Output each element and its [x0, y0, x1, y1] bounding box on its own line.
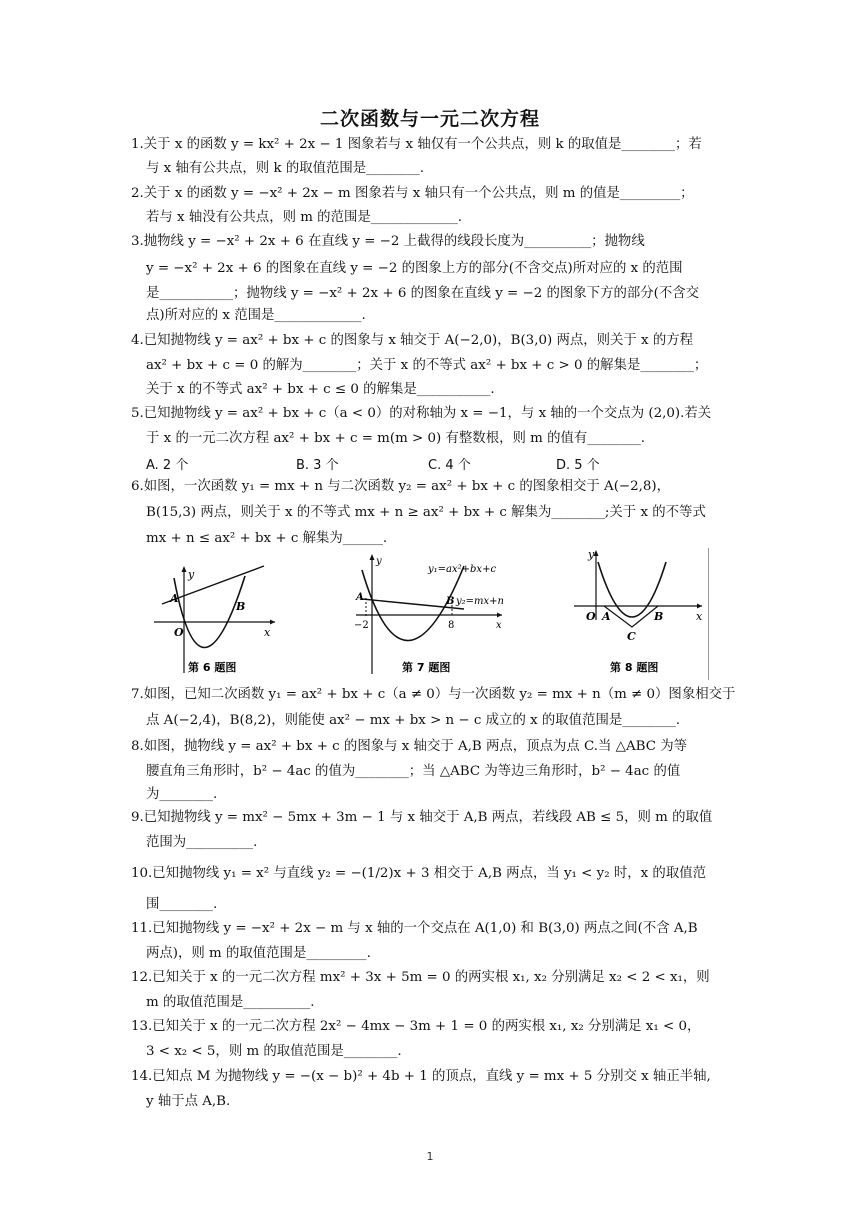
fig8-label-y: y [588, 548, 595, 561]
fig7-label-x: x [496, 620, 502, 631]
question-line: 围________. [146, 897, 218, 912]
fig8-label-c: C [627, 630, 636, 643]
question-line: 5.已知抛物线 y = ax² + bx + c（a < 0）的对称轴为 x = −1，与 x 轴的一个交点为 (2,0).若关 [131, 406, 712, 421]
question-line: 1.关于 x 的函数 y = kx² + 2x − 1 图象若与 x 轴仅有一个公共点，则 k 的取值是________；若 [131, 137, 702, 152]
q5-option-a: A. 2 个 [146, 458, 189, 473]
question-line: 4.已知抛物线 y = ax² + bx + c 的图象与 x 轴交于 A(−2,0)，B(3,0) 两点，则关于 x 的方程 [131, 333, 694, 348]
fig6-label-b: B [236, 600, 246, 613]
fig7-label-a: A [356, 592, 364, 603]
figure-7 [352, 548, 522, 678]
question-line: 3.抛物线 y = −x² + 2x + 6 在直线 y = −2 上截得的线段长度为__________；抛物线 [131, 234, 645, 249]
question-line: 范围为__________. [146, 835, 258, 850]
question-line: 10.已知抛物线 y₁ = x² 与直线 y₂ = −(1/2)x + 3 相交于 A,B 两点，当 y₁ < y₂ 时，x 的取值范 [131, 866, 706, 881]
q5-option-b: B. 3 个 [296, 458, 339, 473]
figure-border [708, 548, 709, 680]
fig7-caption: 第 7 题图 [402, 661, 451, 674]
fig8-label-a: A [602, 610, 611, 623]
fig8-label-b: B [654, 610, 664, 623]
question-line: 11.已知抛物线 y = −x² + 2x − m 与 x 轴的一个交点在 A(1,0) 和 B(3,0) 两点之间(不含 A,B [131, 921, 698, 936]
question-line: 13.已知关于 x 的一元二次方程 2x² − 4mx − 3m + 1 = 0 的两实根 x₁, x₂ 分别满足 x₁ < 0， [131, 1019, 701, 1034]
question-line: y 轴于点 A,B. [146, 1094, 231, 1109]
question-line: 为________. [146, 787, 218, 802]
fig7-label-neg2: −2 [354, 620, 369, 631]
q5-option-c: C. 4 个 [428, 458, 471, 473]
fig6-label-x: x [264, 626, 271, 639]
fig6-label-y: y [188, 568, 195, 581]
fig6-caption: 第 6 题图 [188, 661, 237, 674]
page-number: 1 [426, 1150, 434, 1163]
question-line: 点 A(−2,4)，B(8,2)，则能使 ax² − mx + bx > n − c 成立的 x 的取值范围是________. [146, 713, 681, 728]
question-line: 于 x 的一元二次方程 ax² + bx + c = m(m > 0) 有整数根，则 m 的值有________. [146, 431, 646, 446]
fig7-label-y: y [376, 556, 382, 567]
figure-row [140, 548, 710, 680]
question-line: 9.已知抛物线 y = mx² − 5mx + 3m − 1 与 x 轴交于 A,B 两点，若线段 AB ≤ 5，则 m 的取值 [131, 810, 713, 825]
fig8-label-x: x [696, 610, 703, 623]
question-line: 关于 x 的不等式 ax² + bx + c ≤ 0 的解集是___________. [146, 382, 495, 397]
figure-8 [570, 548, 708, 678]
question-line: ax² + bx + c = 0 的解为________；关于 x 的不等式 ax² + bx + c > 0 的解集是________； [146, 358, 708, 373]
question-line: B(15,3) 两点，则关于 x 的不等式 mx + n ≥ ax² + bx + c 解集为________;关于 x 的不等式 [146, 505, 706, 520]
question-line: 点)所对应的 x 范围是_____________. [146, 308, 366, 323]
fig8-caption: 第 8 题图 [610, 661, 659, 674]
fig7-label-y2: y₂=mx+n [456, 596, 504, 607]
question-line: 2.关于 x 的函数 y = −x² + 2x − m 图象若与 x 轴只有一个公共点，则 m 的值是_________； [131, 186, 694, 201]
question-line: 12.已知关于 x 的一元二次方程 mx² + 3x + 5m = 0 的两实根 x₁, x₂ 分别满足 x₂ < 2 < x₁，则 [131, 970, 710, 985]
question-line: 是___________；抛物线 y = −x² + 2x + 6 的图象在直线 y = −2 的图象下方的部分(不含交 [146, 286, 700, 301]
question-line: 7.如图，已知二次函数 y₁ = ax² + bx + c（a ≠ 0）与一次函数 y₂ = mx + n（m ≠ 0）图象相交于 [131, 687, 736, 702]
fig8-label-o: O [586, 610, 596, 623]
question-line: 两点)，则 m 的取值范围是_________. [146, 946, 371, 961]
fig6-label-o: O [174, 626, 184, 639]
question-line: 若与 x 轴没有公共点，则 m 的范围是_____________. [146, 210, 463, 225]
q5-option-d: D. 5 个 [556, 458, 600, 473]
fig7-label-8: 8 [448, 620, 455, 631]
fig6-label-a: A [170, 592, 179, 605]
page-title: 二次函数与一元二次方程 [319, 108, 540, 130]
question-line: 8.如图，抛物线 y = ax² + bx + c 的图象与 x 轴交于 A,B 两点，顶点为点 C.当 △ABC 为等 [131, 739, 688, 754]
question-line: mx + n ≤ ax² + bx + c 解集为______. [146, 531, 388, 546]
question-line: 14.已知点 M 为抛物线 y = −(x − b)² + 4b + 1 的顶点，直线 y = mx + 5 分别交 x 轴正半轴, [131, 1069, 711, 1084]
figure-6 [140, 548, 285, 678]
fig7-label-y1: y₁=ax²+bx+c [428, 564, 497, 575]
question-line: 腰直角三角形时，b² − 4ac 的值为________；当 △ABC 为等边三角形时，b² − 4ac 的值 [146, 764, 681, 779]
question-line: 与 x 轴有公共点，则 k 的取值范围是________. [146, 161, 424, 176]
question-line: 3 < x₂ < 5，则 m 的取值范围是________. [146, 1044, 402, 1059]
question-line: 6.如图，一次函数 y₁ = mx + n 与二次函数 y₂ = ax² + bx + c 的图象相交于 A(−2,8)， [131, 479, 671, 494]
question-line: y = −x² + 2x + 6 的图象在直线 y = −2 的图象上方的部分(不含交点)所对应的 x 的范围 [146, 261, 683, 276]
fig7-label-b: B [446, 596, 455, 607]
question-line: m 的取值范围是__________. [146, 995, 315, 1010]
